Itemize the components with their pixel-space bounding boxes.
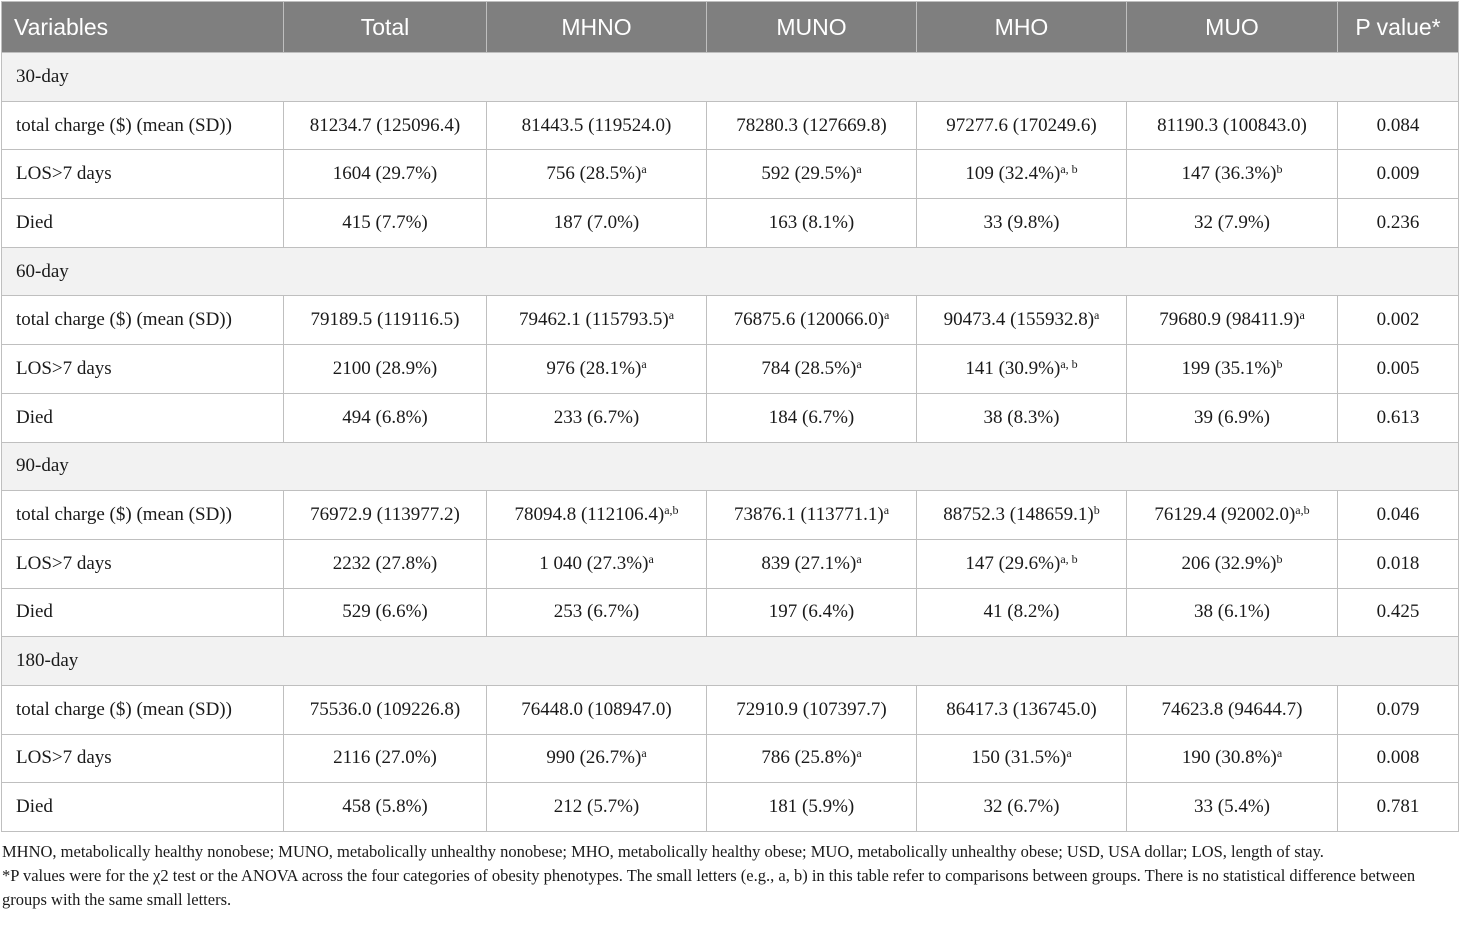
cell-value: 1 040 (27.3%) [539, 552, 649, 574]
cell-muno [707, 199, 917, 248]
cell-muno [707, 539, 917, 588]
cell-muo [1127, 296, 1338, 345]
cell-value: 0.613 [1376, 406, 1420, 428]
cell-p-value [1338, 101, 1459, 150]
cell-value: 79189.5 (119116.5) [310, 309, 460, 331]
cell-value: 32 (6.7%) [983, 796, 1060, 818]
cell-total [284, 345, 487, 394]
significance-letters: b [1093, 503, 1100, 518]
col-header-total: Total [284, 2, 487, 53]
cell-mhno [487, 199, 707, 248]
col-header-p-value: P value* [1338, 2, 1459, 53]
cell-total [284, 150, 487, 199]
cell-p-value [1338, 588, 1459, 637]
significance-letters: a [1094, 308, 1100, 323]
group-row [2, 442, 1459, 491]
cell-value: 190 (30.8%) [1181, 747, 1277, 769]
cell-muno [707, 734, 917, 783]
cell-value: 0.046 [1376, 504, 1420, 526]
col-header-mhno: MHNO [487, 2, 707, 53]
cell-mho [917, 685, 1127, 734]
cell-total [284, 539, 487, 588]
cell-value: 0.084 [1376, 114, 1420, 136]
significance-letters: b [1276, 162, 1283, 177]
cell-value: 0.008 [1376, 747, 1420, 769]
cell-value: 197 (6.4%) [768, 601, 855, 623]
cell-value: 0.009 [1376, 163, 1420, 185]
cell-muo [1127, 199, 1338, 248]
table-row [2, 539, 1459, 588]
cell-value: 212 (5.7%) [553, 796, 640, 818]
row-label: total charge ($) (mean (SD)) [2, 101, 284, 150]
cell-total [284, 734, 487, 783]
significance-letters: a,b [664, 503, 679, 518]
cell-total [284, 491, 487, 540]
cell-value: 76972.9 (113977.2) [310, 504, 460, 526]
significance-letters: a, b [1060, 162, 1078, 177]
row-label: Died [2, 393, 284, 442]
cell-mho [917, 734, 1127, 783]
cell-mhno [487, 150, 707, 199]
significance-letters: a [884, 308, 890, 323]
cell-value: 0.781 [1376, 796, 1420, 818]
cell-total [284, 783, 487, 832]
row-label: LOS>7 days [2, 150, 284, 199]
significance-letters: a [668, 308, 675, 323]
cell-value: 253 (6.7%) [553, 601, 640, 623]
cell-value: 458 (5.8%) [342, 796, 428, 818]
cell-value: 206 (32.9%) [1181, 552, 1277, 574]
significance-letters: a [856, 746, 862, 761]
cell-value: 233 (6.7%) [553, 406, 640, 428]
cell-total [284, 101, 487, 150]
cell-mho [917, 491, 1127, 540]
cell-value: 76875.6 (120066.0) [733, 309, 885, 331]
cell-p-value [1338, 783, 1459, 832]
cell-muno [707, 783, 917, 832]
cell-total [284, 199, 487, 248]
cell-value: 88752.3 (148659.1) [943, 504, 1094, 526]
cell-mho [917, 101, 1127, 150]
cell-total [284, 588, 487, 637]
cell-mhno [487, 491, 707, 540]
cell-mho [917, 199, 1127, 248]
cell-mhno [487, 588, 707, 637]
table-row [2, 101, 1459, 150]
cell-value: 109 (32.4%) [965, 163, 1061, 185]
cell-mhno [487, 393, 707, 442]
cell-mhno [487, 539, 707, 588]
cell-muo [1127, 101, 1338, 150]
cell-value: 0.005 [1376, 357, 1420, 379]
cell-value: 1604 (29.7%) [332, 163, 438, 185]
cell-muo [1127, 685, 1338, 734]
cell-value: 415 (7.7%) [342, 211, 428, 233]
significance-letters: a [883, 503, 890, 518]
row-label: Died [2, 199, 284, 248]
cell-value: 592 (29.5%) [761, 163, 857, 185]
group-row [2, 637, 1459, 686]
cell-muno [707, 150, 917, 199]
significance-letters: a, b [1060, 356, 1078, 371]
cell-muo [1127, 588, 1338, 637]
row-label: total charge ($) (mean (SD)) [2, 491, 284, 540]
cell-p-value [1338, 150, 1459, 199]
cell-value: 33 (5.4%) [1194, 796, 1270, 818]
cell-value: 72910.9 (107397.7) [736, 698, 887, 720]
cell-muno [707, 296, 917, 345]
cell-mho [917, 345, 1127, 394]
significance-letters: a [1276, 746, 1283, 761]
table-row [2, 296, 1459, 345]
cell-muno [707, 588, 917, 637]
cell-p-value [1338, 296, 1459, 345]
cell-mho [917, 539, 1127, 588]
cell-value: 147 (29.6%) [965, 552, 1061, 574]
cell-mho [917, 588, 1127, 637]
group-label: 60-day [2, 247, 1459, 296]
cell-value: 786 (25.8%) [761, 747, 857, 769]
cell-value: 79462.1 (115793.5) [518, 309, 669, 331]
cell-mho [917, 783, 1127, 832]
significance-letters: a [641, 162, 647, 177]
cell-mhno [487, 685, 707, 734]
cell-value: 0.425 [1376, 601, 1420, 623]
row-label: Died [2, 783, 284, 832]
cell-muo [1127, 491, 1338, 540]
table-row [2, 345, 1459, 394]
table-row [2, 588, 1459, 637]
cell-value: 76129.4 (92002.0) [1154, 504, 1296, 526]
cell-value: 187 (7.0%) [553, 211, 640, 233]
col-header-muno: MUNO [707, 2, 917, 53]
cell-value: 2116 (27.0%) [333, 747, 437, 769]
cell-value: 839 (27.1%) [761, 552, 857, 574]
cell-value: 0.079 [1376, 698, 1420, 720]
cell-value: 494 (6.8%) [342, 406, 428, 428]
cell-total [284, 296, 487, 345]
col-header-muo: MUO [1127, 2, 1338, 53]
cell-mhno [487, 296, 707, 345]
cell-muno [707, 685, 917, 734]
table-row [2, 685, 1459, 734]
significance-letters: b [1276, 356, 1283, 371]
cell-muo [1127, 345, 1338, 394]
cell-value: 78094.8 (112106.4) [514, 504, 665, 526]
significance-letters: a [1299, 308, 1305, 323]
col-header-mho: MHO [917, 2, 1127, 53]
significance-letters: a,b [1295, 503, 1310, 518]
cell-total [284, 685, 487, 734]
cell-value: 39 (6.9%) [1194, 406, 1270, 428]
cell-value: 32 (7.9%) [1194, 211, 1270, 233]
row-label: Died [2, 588, 284, 637]
group-label: 30-day [2, 53, 1459, 102]
cell-value: 199 (35.1%) [1181, 357, 1277, 379]
cell-muo [1127, 150, 1338, 199]
group-label: 90-day [2, 442, 1459, 491]
cell-value: 86417.3 (136745.0) [946, 698, 1097, 720]
cell-p-value [1338, 393, 1459, 442]
cell-value: 184 (6.7%) [768, 406, 855, 428]
cell-value: 75536.0 (109226.8) [309, 698, 461, 720]
cell-muno [707, 491, 917, 540]
cell-value: 81190.3 (100843.0) [1157, 114, 1307, 136]
cell-p-value [1338, 345, 1459, 394]
table-row [2, 491, 1459, 540]
significance-letters: b [1276, 551, 1283, 566]
outcomes-table [1, 1, 1459, 832]
cell-muno [707, 101, 917, 150]
cell-value: 784 (28.5%) [761, 357, 857, 379]
cell-p-value [1338, 199, 1459, 248]
cell-p-value [1338, 491, 1459, 540]
cell-value: 529 (6.6%) [342, 601, 428, 623]
cell-total [284, 393, 487, 442]
significance-letters: a [648, 551, 654, 566]
table-row [2, 199, 1459, 248]
table-row [2, 783, 1459, 832]
row-label: LOS>7 days [2, 734, 284, 783]
cell-value: 73876.1 (113771.1) [733, 504, 884, 526]
group-row [2, 53, 1459, 102]
cell-value: 76448.0 (108947.0) [521, 698, 672, 720]
group-row [2, 247, 1459, 296]
cell-value: 141 (30.9%) [965, 357, 1061, 379]
significance-letters: a [856, 551, 862, 566]
header-row [2, 2, 1459, 53]
cell-mhno [487, 101, 707, 150]
cell-value: 38 (6.1%) [1194, 601, 1270, 623]
row-label: total charge ($) (mean (SD)) [2, 296, 284, 345]
cell-value: 990 (26.7%) [546, 747, 642, 769]
table-row [2, 150, 1459, 199]
cell-mho [917, 150, 1127, 199]
significance-letters: a [856, 356, 862, 371]
cell-muno [707, 345, 917, 394]
cell-mhno [487, 783, 707, 832]
cell-value: 0.018 [1376, 552, 1420, 574]
significance-letters: a [856, 162, 862, 177]
cell-p-value [1338, 734, 1459, 783]
cell-p-value [1338, 685, 1459, 734]
cell-muo [1127, 783, 1338, 832]
significance-letters: a [1066, 746, 1072, 761]
cell-value: 81234.7 (125096.4) [309, 114, 461, 136]
cell-value: 150 (31.5%) [971, 747, 1067, 769]
cell-mho [917, 393, 1127, 442]
cell-value: 81443.5 (119524.0) [521, 114, 672, 136]
cell-value: 0.236 [1376, 211, 1420, 233]
cell-value: 41 (8.2%) [983, 601, 1060, 623]
significance-letters: a [641, 356, 647, 371]
cell-muno [707, 393, 917, 442]
footnote-p-values: *P values were for the χ2 test or the ANOVA across the four categories of obesity phenotypes. The small letters (e.g., a, b) in this table refer to comparisons between groups. There is no statistical difference between groups with the same small letters. [2, 866, 1416, 909]
cell-value: 756 (28.5%) [546, 163, 642, 185]
cell-mhno [487, 345, 707, 394]
cell-value: 38 (8.3%) [983, 406, 1060, 428]
cell-p-value [1338, 539, 1459, 588]
table-footnotes [2, 840, 1458, 912]
table-body [2, 53, 1459, 832]
cell-value: 74623.8 (94644.7) [1161, 698, 1303, 720]
table-row [2, 734, 1459, 783]
table-row [2, 393, 1459, 442]
cell-value: 79680.9 (98411.9) [1159, 309, 1300, 331]
cell-muo [1127, 734, 1338, 783]
cell-mhno [487, 734, 707, 783]
cell-value: 2100 (28.9%) [332, 357, 438, 379]
significance-letters: a [641, 746, 647, 761]
footnote-abbreviations: MHNO, metabolically healthy nonobese; MUNO, metabolically unhealthy nonobese; MHO, metabolically healthy obese; MUO, metabolically unhealthy obese; USD, USA dollar; LOS, length of stay. [2, 842, 1324, 861]
cell-muo [1127, 393, 1338, 442]
cell-value: 976 (28.1%) [546, 357, 642, 379]
cell-value: 97277.6 (170249.6) [946, 114, 1097, 136]
cell-value: 181 (5.9%) [768, 796, 855, 818]
row-label: total charge ($) (mean (SD)) [2, 685, 284, 734]
cell-value: 33 (9.8%) [983, 211, 1060, 233]
significance-letters: a, b [1060, 551, 1078, 566]
row-label: LOS>7 days [2, 539, 284, 588]
cell-value: 90473.4 (155932.8) [943, 309, 1095, 331]
cell-value: 147 (36.3%) [1181, 163, 1277, 185]
row-label: LOS>7 days [2, 345, 284, 394]
cell-value: 78280.3 (127669.8) [736, 114, 887, 136]
cell-value: 2232 (27.8%) [332, 552, 438, 574]
cell-value: 163 (8.1%) [768, 211, 855, 233]
cell-muo [1127, 539, 1338, 588]
col-header-variables: Variables [2, 2, 284, 53]
cell-mho [917, 296, 1127, 345]
cell-value: 0.002 [1376, 309, 1420, 331]
group-label: 180-day [2, 637, 1459, 686]
